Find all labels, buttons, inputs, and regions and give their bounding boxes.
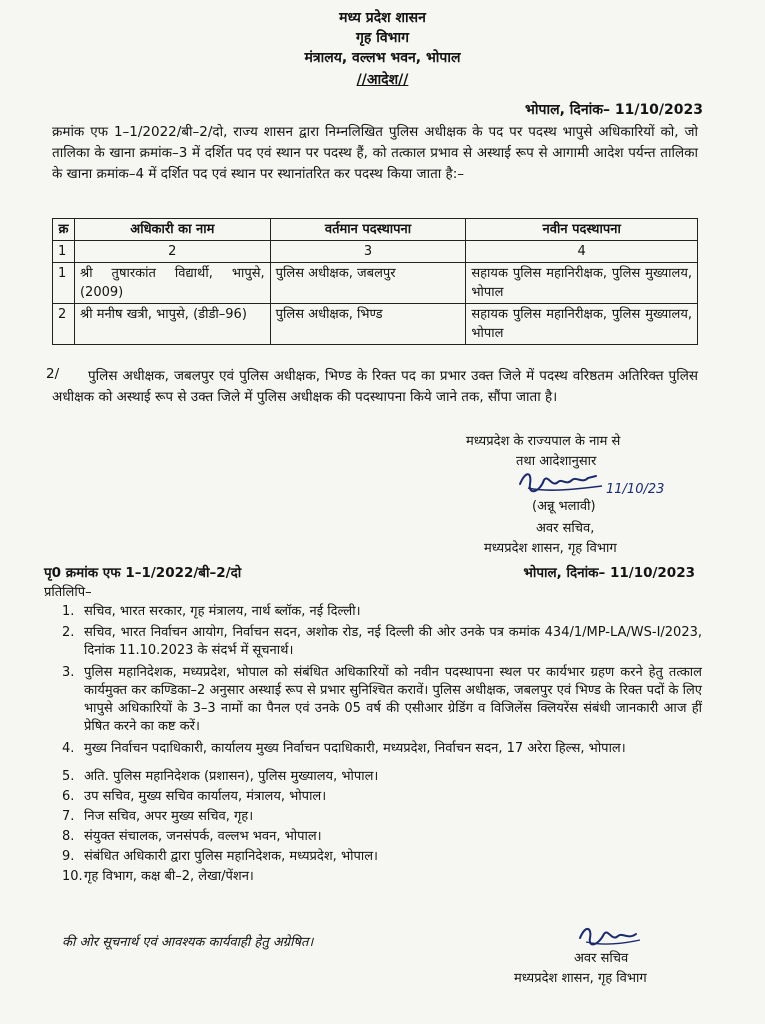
list-item: 6. उप सचिव, मुख्य सचिव कार्यालय, मंत्रालय, भोपाल।: [62, 789, 327, 804]
order-title: //आदेश//: [356, 72, 409, 88]
govt-heading: मध्य प्रदेश शासन: [339, 10, 426, 26]
list-item: 5. अति. पुलिस महानिदेशक (प्रशासन), पुलिस मुख्यालय, भोपाल।: [62, 769, 379, 784]
col-header-new: नवीन पदस्थापना: [466, 219, 698, 241]
list-item: 1. सचिव, भारत सरकार, गृह मंत्रालय, नार्थ ब्लॉक, नई दिल्ली।: [62, 604, 361, 619]
table-cell: सहायक पुलिस महानिरीक्षक, पुलिस मुख्यालय, भोपाल: [466, 304, 698, 345]
order-line: तथा आदेशानुसार: [516, 454, 597, 469]
table-cell: 1: [53, 241, 75, 263]
governor-line: मध्यप्रदेश के राज्यपाल के नाम से: [466, 434, 621, 449]
table-cell: 4: [466, 241, 698, 263]
signatory-name: (अन्नू भलावी): [532, 499, 596, 514]
dept-heading: गृह विभाग: [356, 30, 409, 46]
signatory2-office: मध्यप्रदेश शासन, गृह विभाग: [514, 971, 647, 986]
table-cell: श्री तुषारकांत विद्यार्थी, भापुसे, (2009): [74, 263, 270, 304]
order-date: भोपाल, दिनांक– 11/10/2023: [525, 102, 703, 118]
order-intro: क्रमांक एफ 1–1/2022/बी–2/दो, राज्य शासन द्वारा निम्नलिखित पुलिस अधीक्षक के पद पर पदस्थ भापुसे अधिकारियों को, जो तालिका के खाना क्रमांक–3 में दर्शित पद एवं स्थान पर पदस्थ हैं, को तत्काल प्रभाव से अस्थाई रूप से आगामी आदेश पर्यन्त तालिका के खाना क्रमांक–4 में दर्शित पद एवं स्थान पर स्थानांतरित कर पदस्थ किया जाता है:–: [52, 124, 698, 182]
para2-text: पुलिस अधीक्षक, जबलपुर एवं पुलिस अधीक्षक, भिण्ड के रिक्त पद का प्रभार उक्त जिले में पदस्थ वरिष्ठतम अतिरिक्त पुलिस अधीक्षक को अस्थाई रूप से उक्त जिले में पुलिस अधीक्षक की पदस्थापना किये जाने तक, सौंपा जाता है।: [52, 368, 698, 405]
table-cell: 3: [270, 241, 466, 263]
list-item: 10. गृह विभाग, कक्ष बी–2, लेखा/पेंशन।: [62, 869, 254, 884]
table-row: [53, 304, 698, 345]
copy-reference: पृ0 क्रमांक एफ 1–1/2022/बी–2/दो: [44, 565, 242, 581]
copy-label: प्रतिलिपि–: [44, 585, 92, 600]
signatory-office: मध्यप्रदेश शासन, गृह विभाग: [484, 541, 617, 556]
list-item: 7. निज सचिव, अपर मुख्य सचिव, गृह।: [62, 809, 254, 824]
col-header-officer: अधिकारी का नाम: [74, 219, 270, 241]
table-cell: श्री मनीष खत्री, भापुसे, (डीडी–96): [74, 304, 270, 345]
table-row: [53, 263, 698, 304]
signatory-designation: अवर सचिव,: [536, 521, 595, 536]
copy-list: [62, 603, 702, 886]
table-cell: 1: [53, 263, 75, 304]
table-cell: 2: [53, 304, 75, 345]
closing-line: की ओर सूचनार्थ एवं आवश्यक कार्यवाही हेतु अग्रेषित।: [62, 935, 314, 950]
signature-image-2: [576, 922, 646, 950]
table-cell: पुलिस अधीक्षक, भिण्ड: [270, 304, 466, 345]
table-index-row: [53, 241, 698, 263]
signature-date: 11/10/23: [606, 482, 665, 497]
list-item: 4. मुख्य निर्वाचन पदाधिकारी, कार्यालय मुख्य निर्वाचन पदाधिकारी, मध्यप्रदेश, निर्वाचन सदन, 17 अरेरा हिल्स, भोपाल।: [62, 741, 626, 756]
signature-image: [516, 466, 616, 498]
table-cell: पुलिस अधीक्षक, जबलपुर: [270, 263, 466, 304]
para2-number: 2/: [46, 366, 60, 382]
copy-date: भोपाल, दिनांक– 11/10/2023: [523, 565, 695, 581]
table-cell: सहायक पुलिस महानिरीक्षक, पुलिस मुख्यालय, भोपाल: [466, 263, 698, 304]
list-item: 8. संयुक्त संचालक, जनसंपर्क, वल्लभ भवन, भोपाल।: [62, 829, 322, 844]
col-header-serial: क्र: [53, 219, 75, 241]
list-item: 2. सचिव, भारत निर्वाचन आयोग, निर्वाचन सदन, अशोक रोड, नई दिल्ली की ओर उनके पत्र कमांक 434/1/MP-LA/WS-I/2023, दिनांक 11.10.2023 के संदर्भ में सूचनार्थ।: [62, 625, 702, 658]
table-cell: 2: [74, 241, 270, 263]
col-header-current: वर्तमान पदस्थापना: [270, 219, 466, 241]
signatory2-designation: अवर सचिव: [574, 951, 629, 966]
table-header-row: [53, 219, 698, 241]
posting-table: [52, 218, 698, 345]
list-item: 3. पुलिस महानिदेशक, मध्यप्रदेश, भोपाल को संबंधित अधिकारियों को नवीन पदस्थापना स्थल पर कार्यभार ग्रहण करने हेतु तत्काल कार्यमुक्त कर कण्डिका–2 अनुसार अस्थाई रूप से प्रभार सुनिश्चित करावें। पुलिस अधीक्षक, जबलपुर एवं भिण्ड के रिक्त पदों के लिए भापुसे अधिकारियों के 3–3 नामों का पैनल एवं उनके 05 वर्ष की एसीआर ग्रेडिंग व विजिलेंस क्लियरेंस संबंधी जानकारी आज हीं प्रेषित करने का कष्ट करें।: [62, 665, 702, 734]
address-heading: मंत्रालय, वल्लभ भवन, भोपाल: [304, 50, 461, 66]
list-item: 9. संबंधित अधिकारी द्वारा पुलिस महानिदेशक, मध्यप्रदेश, भोपाल।: [62, 849, 378, 864]
